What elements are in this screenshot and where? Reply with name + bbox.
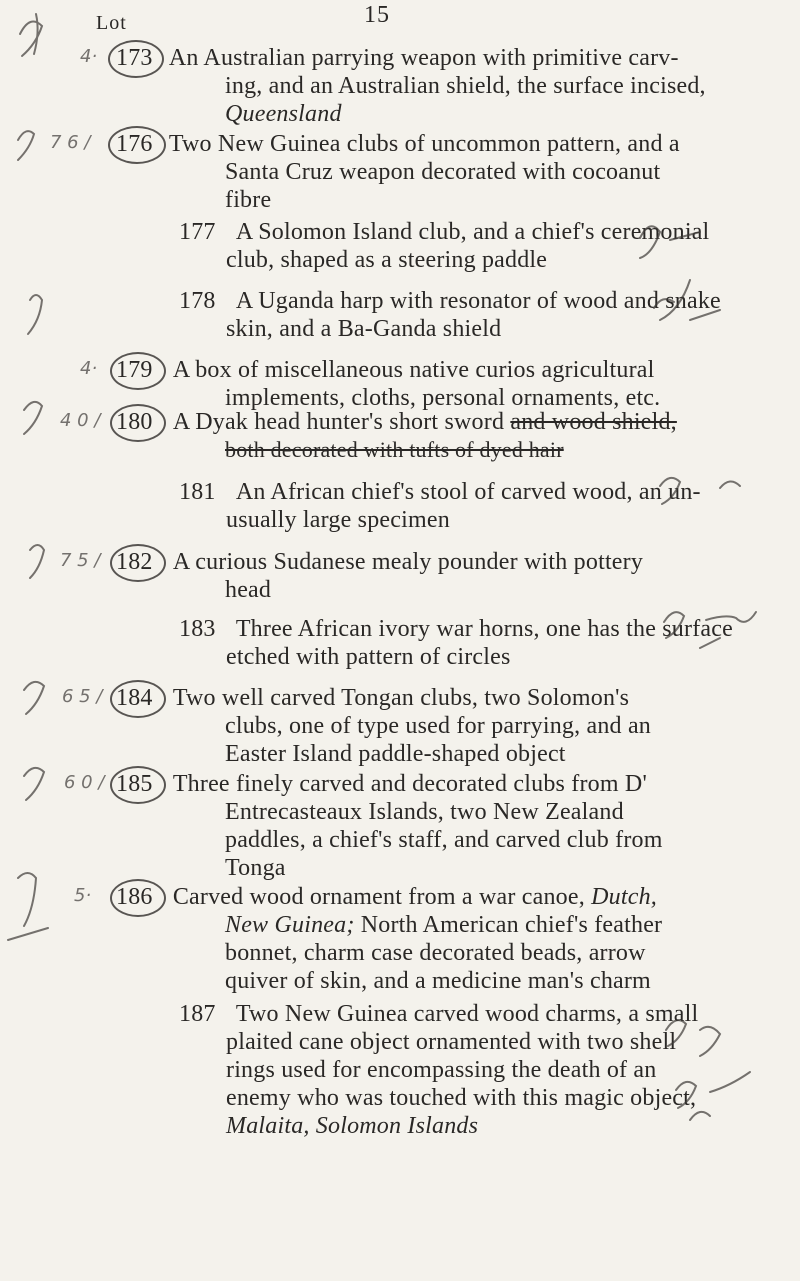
lot-number: 176 [116, 131, 153, 157]
lot-description-line: clubs, one of type used for parrying, and an [225, 713, 652, 739]
lot-number: 184 [116, 685, 153, 711]
lot-number: 177 [179, 219, 216, 245]
lot-description-line: etched with pattern of circles [226, 644, 511, 670]
struck-line: both decorated with tufts of dyed hair [225, 437, 564, 462]
lot-description-line: Two New Guinea clubs of uncommon pattern, and a [168, 131, 680, 157]
lot-description-line: rings used for encompassing the death of an [226, 1057, 657, 1083]
lot-number: 183 [179, 616, 216, 642]
lot-description-line: fibre [225, 187, 272, 213]
lot-number: 178 [179, 288, 216, 314]
lot-description-line: paddles, a chief's staff, and carved club from [225, 827, 663, 853]
lot-number: 182 [116, 549, 153, 575]
lot-description-line: quiver of skin, and a medicine man's charm [225, 968, 651, 994]
lot-description-line: Three finely carved and decorated clubs from D' [172, 771, 647, 797]
lot-description-line: North American chief's feather [354, 912, 663, 938]
lot-description-line: A curious Sudanese mealy pounder with pottery [172, 549, 644, 575]
lot-location: New Guinea; [225, 912, 355, 938]
lot-number: 185 [116, 771, 153, 797]
lot-description-line: usually large specimen [226, 507, 450, 533]
lot-description-line: club, shaped as a steering paddle [226, 247, 548, 273]
lot-number: 180 [116, 409, 153, 435]
lot-description-line: Carved wood ornament from a war canoe, [172, 884, 592, 910]
pencil-note: 6 0 / [64, 772, 105, 793]
lot-description-line: An African chief's stool of carved wood, an un- [235, 479, 701, 505]
lot-number: 173 [116, 45, 153, 71]
lot-description-line: An Australian parrying weapon with primitive carv- [168, 45, 679, 71]
lot-description-line: skin, and a Ba-Ganda shield [226, 316, 502, 342]
lot-location: Queensland [225, 101, 342, 127]
lot-description-line: ing, and an Australian shield, the surface incised, [225, 73, 706, 99]
pencil-note: 4· [80, 358, 98, 379]
lot-heading: Lot [96, 12, 127, 34]
lot-location: Malaita, Solomon Islands [226, 1113, 479, 1139]
pencil-note: 4 0 / [60, 410, 101, 431]
lot-description-line: Three African ivory war horns, one has the surface [235, 616, 733, 642]
pencil-note: 5· [74, 885, 92, 906]
lot-description-line: Easter Island paddle-shaped object [225, 741, 566, 767]
pencil-note: 4· [80, 46, 98, 67]
lot-number: 181 [179, 479, 216, 505]
lot-description-line: implements, cloths, personal ornaments, etc. [225, 385, 661, 411]
page-number: 15 [364, 2, 390, 28]
lot-description-line: A box of miscellaneous native curios agricultural [172, 357, 655, 383]
lot-number: 179 [116, 357, 153, 383]
lot-description-line: head [225, 577, 272, 603]
lot-description-line: Two New Guinea carved wood charms, a small [235, 1001, 699, 1027]
lot-description-line: A Uganda harp with resonator of wood and snake [235, 288, 721, 314]
struck-text: and wood shield, [510, 409, 677, 435]
lot-number: 187 [179, 1001, 216, 1027]
pencil-note: 7 5 / [60, 550, 101, 571]
lot-description-line: Entrecasteaux Islands, two New Zealand [225, 799, 624, 825]
lot-description-line: bonnet, charm case decorated beads, arrow [225, 940, 646, 966]
pencil-note: 6 5 / [62, 686, 103, 707]
lot-number: 186 [116, 884, 153, 910]
lot-description-line: Tonga [225, 855, 286, 881]
lot-location: Dutch, [591, 884, 657, 910]
lot-description-line: plaited cane object ornamented with two shell [226, 1029, 677, 1055]
lot-description-line: Two well carved Tongan clubs, two Solomon's [172, 685, 630, 711]
lot-description-line: A Dyak head hunter's short sword [172, 409, 505, 435]
lot-description-line: A Solomon Island club, and a chief's ceremonial [235, 219, 710, 245]
lot-description-line: Santa Cruz weapon decorated with cocoanut [225, 159, 661, 185]
lot-description-line: enemy who was touched with this magic object, [226, 1085, 697, 1111]
pencil-note: 7 6 / [50, 132, 91, 153]
